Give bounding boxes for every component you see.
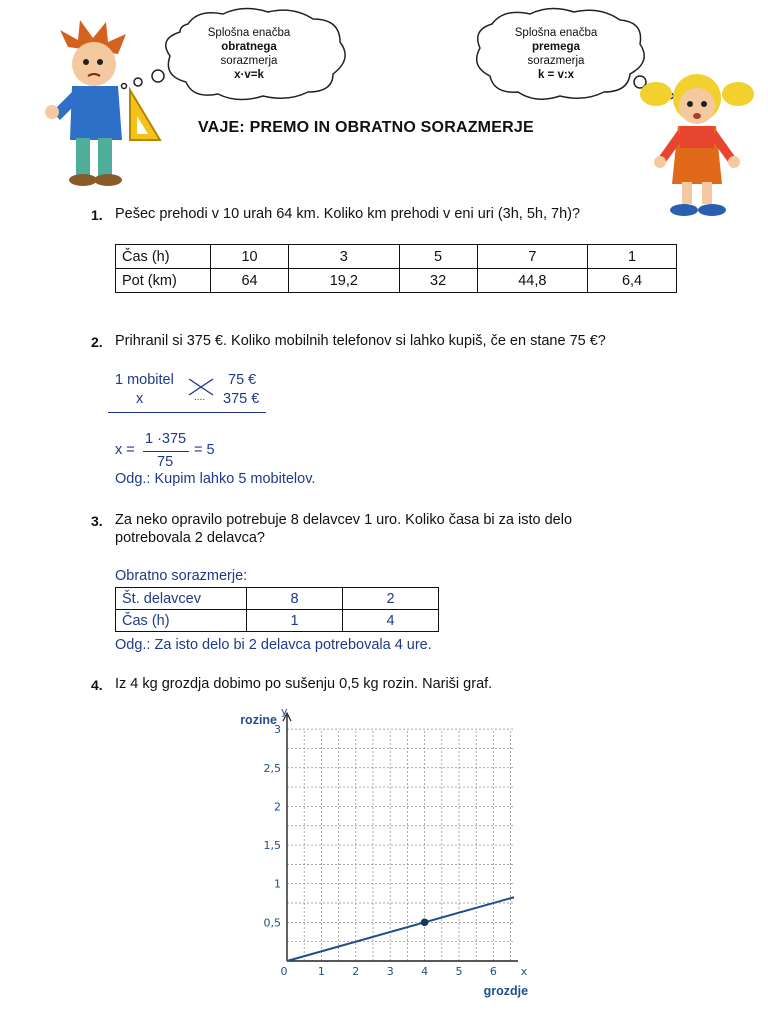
q3-text-line1: Za neko opravilo potrebuje 8 delavcev 1 uro. Koliko časa bi za isto delo	[115, 512, 573, 528]
cloud-right-line2: premega	[532, 41, 580, 53]
y-tick-label: 2,5	[263, 761, 281, 775]
table-cell: Čas (h)	[116, 245, 211, 269]
y-tick-label: 2	[274, 800, 281, 814]
table-row	[116, 269, 677, 293]
q2-left-top: 1 mobitel	[115, 372, 174, 388]
table-cell: 64	[211, 269, 289, 293]
cloud-right-line3: sorazmerja	[527, 55, 585, 67]
cross-multiply-icon	[186, 376, 216, 398]
cloud-right-line4: k = v:x	[537, 69, 575, 81]
table-cell: 10	[211, 245, 289, 269]
table-row	[116, 245, 677, 269]
table-cell: 44,8	[477, 269, 587, 293]
q2-text: Prihranil si 375 €. Koliko mobilnih telefonov si lahko kupiš, če en stane 75 €?	[115, 333, 606, 349]
q2-left-bottom: x	[136, 391, 144, 407]
cloud-left-line3: sorazmerja	[220, 55, 278, 67]
y-axis-label: rozine	[240, 713, 277, 728]
x-tick-label: 1	[317, 965, 325, 978]
q2-answer: Odg.: Kupim lahko 5 mobitelov.	[115, 471, 316, 487]
table-cell: 8	[247, 588, 343, 610]
x-tick-label: 6	[489, 965, 497, 978]
x-tick-label: 0	[280, 965, 288, 978]
q1-text: Pešec prehodi v 10 urah 64 km. Koliko km prehodi v eni uri (3h, 5h, 7h)?	[115, 206, 581, 222]
girl-illustration	[638, 64, 756, 224]
q1-number: 1.	[91, 207, 103, 223]
q2-dots: ....	[194, 392, 206, 403]
q3-text-line2: potrebovala 2 delavca?	[115, 530, 265, 546]
y-tick-label: 3	[274, 723, 281, 737]
y-tick-label: 0,5	[263, 916, 281, 930]
q2-right-top: 75 €	[228, 372, 257, 388]
table-row	[116, 610, 439, 632]
table-cell: 32	[399, 269, 477, 293]
table-cell: 2	[343, 588, 439, 610]
q2-right-bottom: 375 €	[223, 391, 260, 407]
y-tick-label: 1	[274, 877, 281, 891]
x-tick-label: 3	[386, 965, 394, 978]
q1-table	[115, 244, 677, 293]
q2-denominator: 75	[157, 454, 174, 470]
cloud-left-line2: obratnega	[221, 41, 277, 53]
cloud-left-text	[188, 26, 310, 82]
table-cell: 19,2	[289, 269, 399, 293]
table-row	[116, 588, 439, 610]
table-cell: 5	[399, 245, 477, 269]
cloud-right-line1: Splošna enačba	[514, 27, 598, 39]
page-title: VAJE: PREMO IN OBRATNO SORAZMERJE	[198, 119, 534, 136]
table-cell: 1	[588, 245, 677, 269]
q3-number: 3.	[91, 513, 103, 529]
q4-number: 4.	[91, 677, 103, 693]
q2-numerator: 1 ·375	[145, 431, 187, 447]
y-axis-letter: y	[281, 705, 288, 719]
x-tick-label: 2	[352, 965, 360, 978]
q2-fraction-bar	[143, 451, 189, 452]
table-cell: Št. delavcev	[116, 588, 247, 610]
y-tick-label: 1,5	[263, 839, 281, 853]
cloud-right-text	[495, 26, 617, 82]
cloud-left-line4: x·v=k	[234, 69, 264, 81]
x-tick-label: 4	[421, 965, 429, 978]
table-cell: 3	[289, 245, 399, 269]
q3-table	[115, 587, 439, 632]
x-tick-label: 5	[455, 965, 463, 978]
q4-text: Iz 4 kg grozdja dobimo po sušenju 0,5 kg rozin. Nariši graf.	[115, 676, 493, 692]
data-point	[421, 919, 429, 927]
x-axis-letter: x	[520, 965, 528, 978]
q2-number: 2.	[91, 334, 103, 350]
table-cell: Čas (h)	[116, 610, 247, 632]
graph-chart	[222, 700, 552, 1006]
table-cell: 6,4	[588, 269, 677, 293]
q2-x-eq: x =	[115, 442, 135, 458]
table-cell: 7	[477, 245, 587, 269]
q3-answer: Odg.: Za isto delo bi 2 delavca potrebovala 4 ure.	[115, 637, 432, 653]
table-cell: 4	[343, 610, 439, 632]
table-cell: Pot (km)	[116, 269, 211, 293]
q2-divider	[108, 412, 266, 413]
series-line	[287, 897, 514, 961]
q3-label: Obratno sorazmerje:	[115, 568, 248, 584]
cloud-left-line1: Splošna enačba	[207, 27, 291, 39]
x-axis-label: grozdje	[483, 984, 529, 998]
q2-result: = 5	[194, 442, 215, 458]
table-cell: 1	[247, 610, 343, 632]
